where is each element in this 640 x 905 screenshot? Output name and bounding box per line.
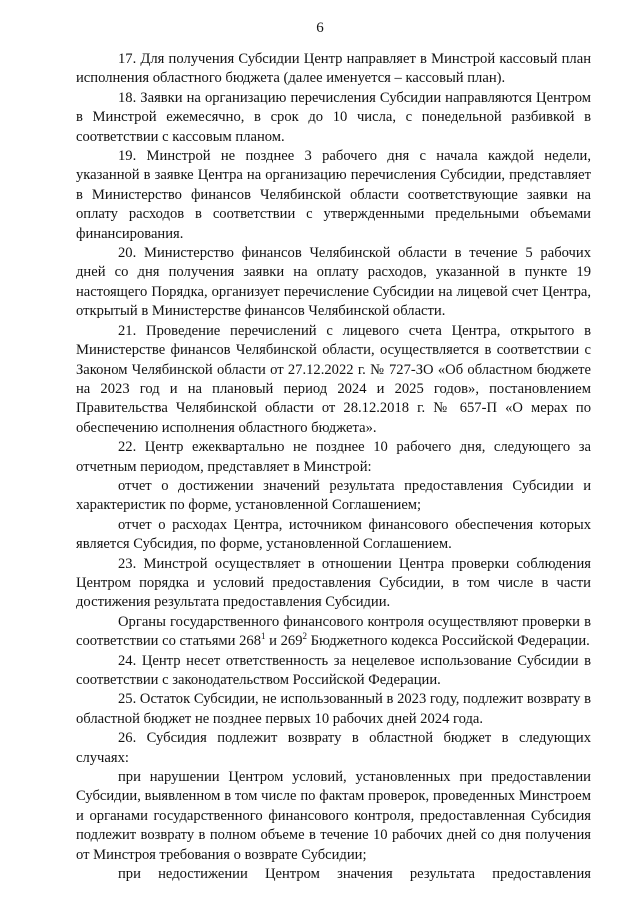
control-text-before: Органы государственного финансового контроля осуществляют проверки в соответствии со статьями 268 [76,613,591,650]
control-text-after: Бюджетного кодекса Российской Федерации. [307,633,590,650]
paragraph-26-underachievement-case: при недостижении Центром значения результата предоставления [118,866,591,883]
paragraph-26: 26. Субсидия подлежит возврату в областной бюджет в следующих случаях: [76,730,591,766]
paragraph-20: 20. Министерство финансов Челябинской области в течение 5 рабочих дней со дня получения заявки на оплату расходов, указанной в пункте 19 настоящего Порядка, организует перечисление Субсидии на лицевой счет Центра, открытый в Министерстве финансов Челябинской области. [76,245,591,320]
paragraph-23: 23. Минстрой осуществляет в отношении Центра проверки соблюдения Центром порядка и условий предоставления Субсидии, в том числе в части достижения результата предоставления Субсидии. [76,555,591,611]
page-number: 6 [316,20,324,36]
paragraph-22-report-expenses: отчет о расходах Центра, источником финансового обеспечения которых является Субсидия, по форме, установленной Соглашением. [76,516,591,553]
paragraph-24: 24. Центр несет ответственность за нецелевое использование Субсидии в соответствии с законодательством Российской Федерации. [76,652,591,688]
paragraph-21: 21. Проведение перечислений с лицевого счета Центра, открытого в Министерстве финансов Челябинской области, осуществляется в соответствии с Законом Челябинской области от 27.12.2022 г. № 727-ЗО «Об областном бюджете на 2023 год и на плановый период 2024 и 2025 годов», постановлением Правительства Челябинской области от 28.12.2018 г. № 657-П «О мерах по обеспечению исполнения областного бюджета». [76,322,591,436]
paragraph-19: 19. Минстрой не позднее 3 рабочего дня с начала каждой недели, указанной в заявке Центра на организацию перечисления Субсидии, представляет в Министерство финансов Челябинской области соответствующие заявки на оплату расходов в соответствии с утвержденными предельными объемами финансирования. [76,148,591,242]
document-body [76,50,591,884]
paragraph-22-report-results: отчет о достижении значений результата предоставления Субсидии и характеристик по форме, установленной Соглашением; [76,477,591,514]
paragraph-25: 25. Остаток Субсидии, не использованный в 2023 году, подлежит возврату в областной бюджет не позднее первых 10 рабочих дней 2024 года. [76,691,591,727]
footnote-sup-2: 2 [302,631,307,642]
footnote-sup-1: 1 [261,631,266,642]
paragraph-22: 22. Центр ежеквартально не позднее 10 рабочего дня, следующего за отчетным периодом, представляет в Минстрой: [76,439,591,475]
paragraph-18: 18. Заявки на организацию перечисления Субсидии направляются Центром в Минстрой ежемесячно, в срок до 10 числа, с понедельной разбивкой в соответствии с кассовым планом. [76,89,591,145]
paragraph-17: 17. Для получения Субсидии Центр направляет в Минстрой кассовый план исполнения областного бюджета (далее именуется – кассовый план). [76,51,591,87]
paragraph-26-violation-case: при нарушении Центром условий, установленных при предоставлении Субсидии, выявленном в том числе по фактам проверок, проведенных Минстроем и органами государственного финансового контроля, предоставленная Субсидия подлежит возврату в полном объеме в течение 10 рабочих дней со дня получения от Минстроя требования о возврате Субсидии; [76,769,591,863]
paragraph-23-financial-control [76,613,591,652]
control-text-middle: и 269 [265,633,303,650]
